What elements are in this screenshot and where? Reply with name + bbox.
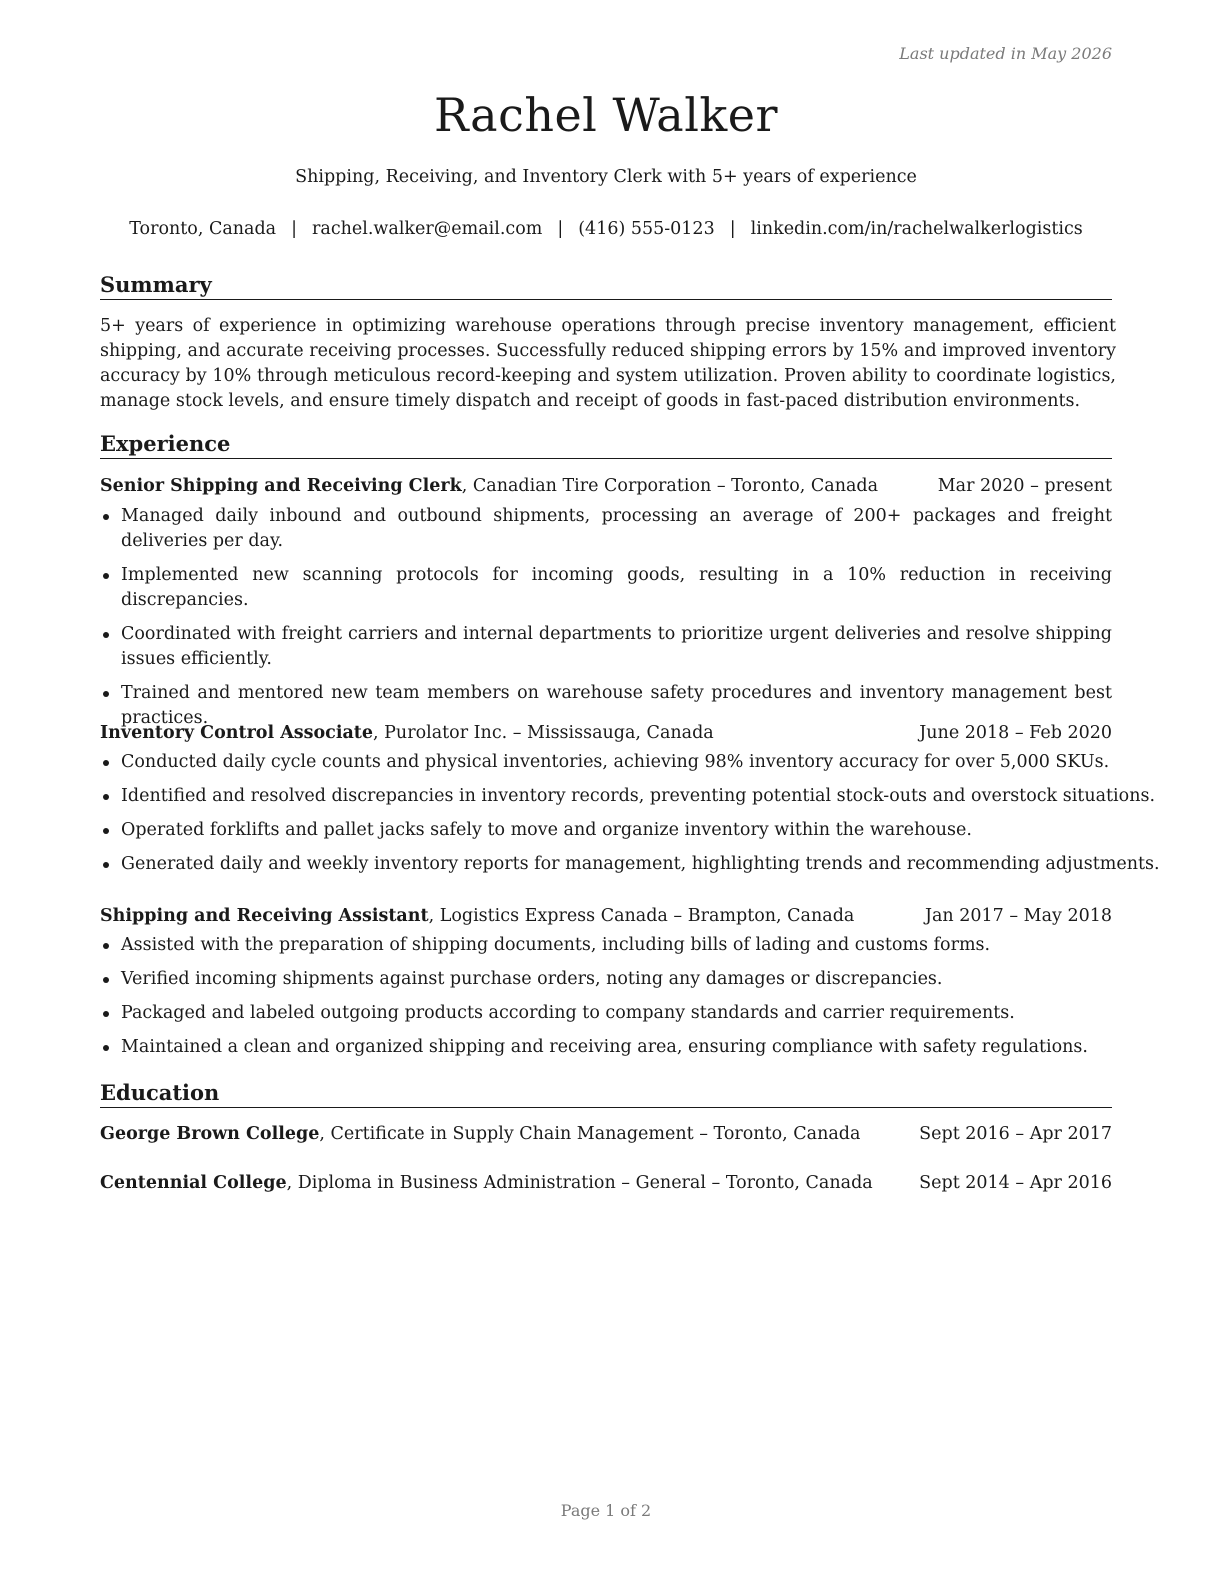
contact-line: [60, 219, 1152, 239]
job-bullets: [100, 750, 1160, 886]
job-bullet: Conducted daily cycle counts and physical inventories, achieving 98% inventory accuracy for over 5,000 SKUs.: [100, 750, 1112, 775]
job-header: [100, 474, 1112, 499]
job-dates: Mar 2020 – present: [937, 476, 1112, 496]
job-bullets: [100, 504, 1112, 740]
contact-separator: |: [291, 219, 298, 239]
job-role: Shipping and Receiving Assistant: [100, 906, 429, 926]
education-school: George Brown College: [100, 1124, 320, 1144]
job-org: , Canadian Tire Corporation – Toronto, Canada: [461, 476, 879, 496]
contact-location: Toronto, Canada: [129, 219, 277, 239]
summary-text: 5+ years of experience in optimizing warehouse operations through precise inventory management, efficient shipping, and accurate receiving processes. Successfully reduced shipping errors by 15% and improved inventory accuracy by 10% through meticulous record-keeping and system utilization. Proven ability to coordinate logistics, manage stock levels, and ensure timely dispatch and receipt of goods in fast-paced distribution environments.: [100, 316, 1116, 411]
job-role: Senior Shipping and Receiving Clerk: [100, 476, 462, 496]
candidate-name: Rachel Walker: [433, 88, 779, 142]
education-dates: Sept 2016 – Apr 2017: [919, 1124, 1112, 1144]
job-bullet: Operated forklifts and pallet jacks safely to move and organize inventory within the warehouse.: [100, 818, 1112, 843]
job-role: Inventory Control Associate: [100, 723, 374, 743]
education-entry: [100, 1122, 1112, 1147]
contact-separator: |: [557, 219, 564, 239]
job-bullet: Maintained a clean and organized shipping and receiving area, ensuring compliance with safety regulations.: [100, 1035, 1112, 1060]
education-heading: Education: [100, 1080, 1112, 1108]
job-bullet: Packaged and labeled outgoing products according to company standards and carrier requirements.: [100, 1001, 1112, 1026]
experience-heading: Experience: [100, 431, 1112, 459]
job-org: , Purolator Inc. – Mississauga, Canada: [373, 723, 714, 743]
resume-page: [100, 0, 1160, 1584]
job-bullet: Verified incoming shipments against purchase orders, noting any damages or discrepancies.: [100, 967, 1112, 992]
page-number: Page 1 of 2: [560, 1501, 652, 1520]
job-bullet: Identified and resolved discrepancies in inventory records, preventing potential stock-outs and overstock situations.: [100, 784, 1112, 809]
education-dates: Sept 2014 – Apr 2016: [919, 1173, 1112, 1193]
job-dates: Jan 2017 – May 2018: [924, 906, 1112, 926]
education-detail: , Diploma in Business Administration – General – Toronto, Canada: [286, 1173, 873, 1193]
last-updated-note: Last updated in May 2026: [899, 44, 1112, 63]
job-header: [100, 904, 1112, 929]
job-header: [100, 721, 1112, 746]
job-bullets: [100, 933, 1112, 1069]
education-entry: [100, 1171, 1112, 1196]
contact-separator: |: [729, 219, 736, 239]
job-dates: June 2018 – Feb 2020: [919, 723, 1112, 743]
headline: Shipping, Receiving, and Inventory Clerk with 5+ years of experience: [295, 167, 917, 187]
education-school: Centennial College: [100, 1173, 287, 1193]
contact-phone[interactable]: (416) 555-0123: [578, 219, 715, 239]
job-bullet: Assisted with the preparation of shipping documents, including bills of lading and customs forms.: [100, 933, 1112, 958]
summary-heading: Summary: [100, 272, 1112, 300]
job-bullet: Managed daily inbound and outbound shipments, processing an average of 200+ packages and freight deliveries per day.: [100, 504, 1112, 554]
job-bullet: Trained and mentored new team members on warehouse safety procedures and inventory management best practices.: [100, 681, 1112, 731]
job-bullet: Coordinated with freight carriers and internal departments to prioritize urgent deliveries and resolve shipping issues efficiently.: [100, 622, 1112, 672]
job-bullet: Implemented new scanning protocols for incoming goods, resulting in a 10% reduction in receiving discrepancies.: [100, 563, 1112, 613]
job-bullet: Generated daily and weekly inventory reports for management, highlighting trends and recommending adjustments.: [100, 852, 1112, 877]
contact-email[interactable]: rachel.walker@email.com: [312, 219, 543, 239]
education-detail: , Certificate in Supply Chain Management – Toronto, Canada: [319, 1124, 861, 1144]
contact-linkedin[interactable]: linkedin.com/in/rachelwalkerlogistics: [750, 219, 1083, 239]
job-org: , Logistics Express Canada – Brampton, Canada: [428, 906, 855, 926]
